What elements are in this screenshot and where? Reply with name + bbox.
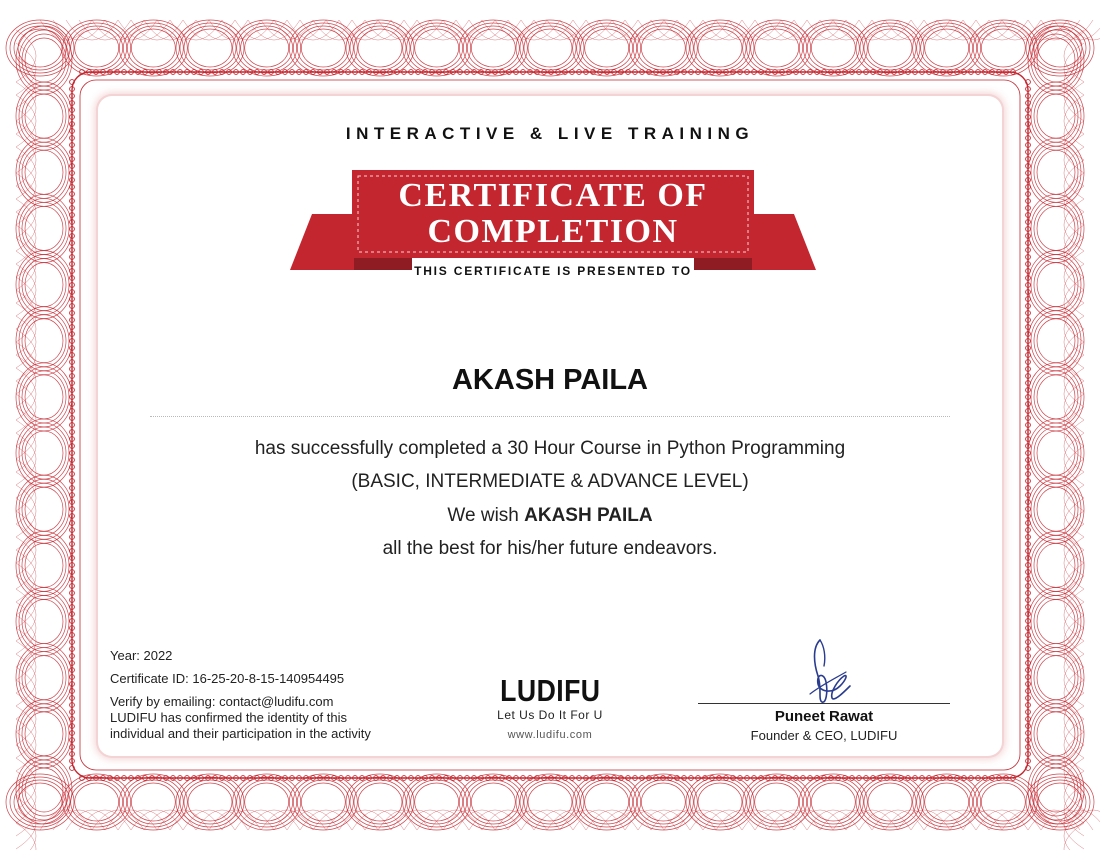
year-label: Year: 2022 [110,648,173,663]
name-underline-dotted [150,416,950,417]
certificate-details [110,648,371,742]
identity-confirmation-line: LUDIFU has confirmed the identity of this [110,710,347,725]
verify-email-line: Verify by emailing: contact@ludifu.com [110,694,334,709]
title-line-1: CERTIFICATE OF [398,177,708,214]
training-tagline: INTERACTIVE & LIVE TRAINING [345,124,755,143]
signatory-title: Founder & CEO, LUDIFU [750,728,898,743]
wish-line [0,505,1100,527]
wish-closing: all the best for his/her future endeavors. [382,538,718,559]
ribbon-right-tail [752,214,816,270]
certificate-title [352,178,754,250]
logo-url: www.ludifu.com [507,729,593,741]
signatory-name: Puneet Rawat [774,708,874,725]
logo-slogan: Let Us Do It For U [497,708,603,722]
participation-line: individual and their participation in the activity [110,726,371,741]
logo-wordmark: LUDIFU [499,673,601,708]
course-levels: (BASIC, INTERMEDIATE & ADVANCE LEVEL) [351,471,749,492]
wish-prefix: We wish [447,505,519,526]
recipient-name: AKASH PAILA [451,364,649,396]
signature-line [698,703,950,704]
presented-to-label: THIS CERTIFICATE IS PRESENTED TO [414,264,692,278]
certificate-id: Certificate ID: 16-25-20-8-15-140954495 [110,671,345,686]
wish-recipient-name: AKASH PAILA [524,505,653,526]
ribbon-left-tail [290,214,354,270]
completion-statement: has successfully completed a 30 Hour Course in Python Programming [254,438,846,459]
ludifu-logo [470,673,630,741]
handwritten-signature [796,636,860,706]
title-line-2: COMPLETION [427,213,679,250]
